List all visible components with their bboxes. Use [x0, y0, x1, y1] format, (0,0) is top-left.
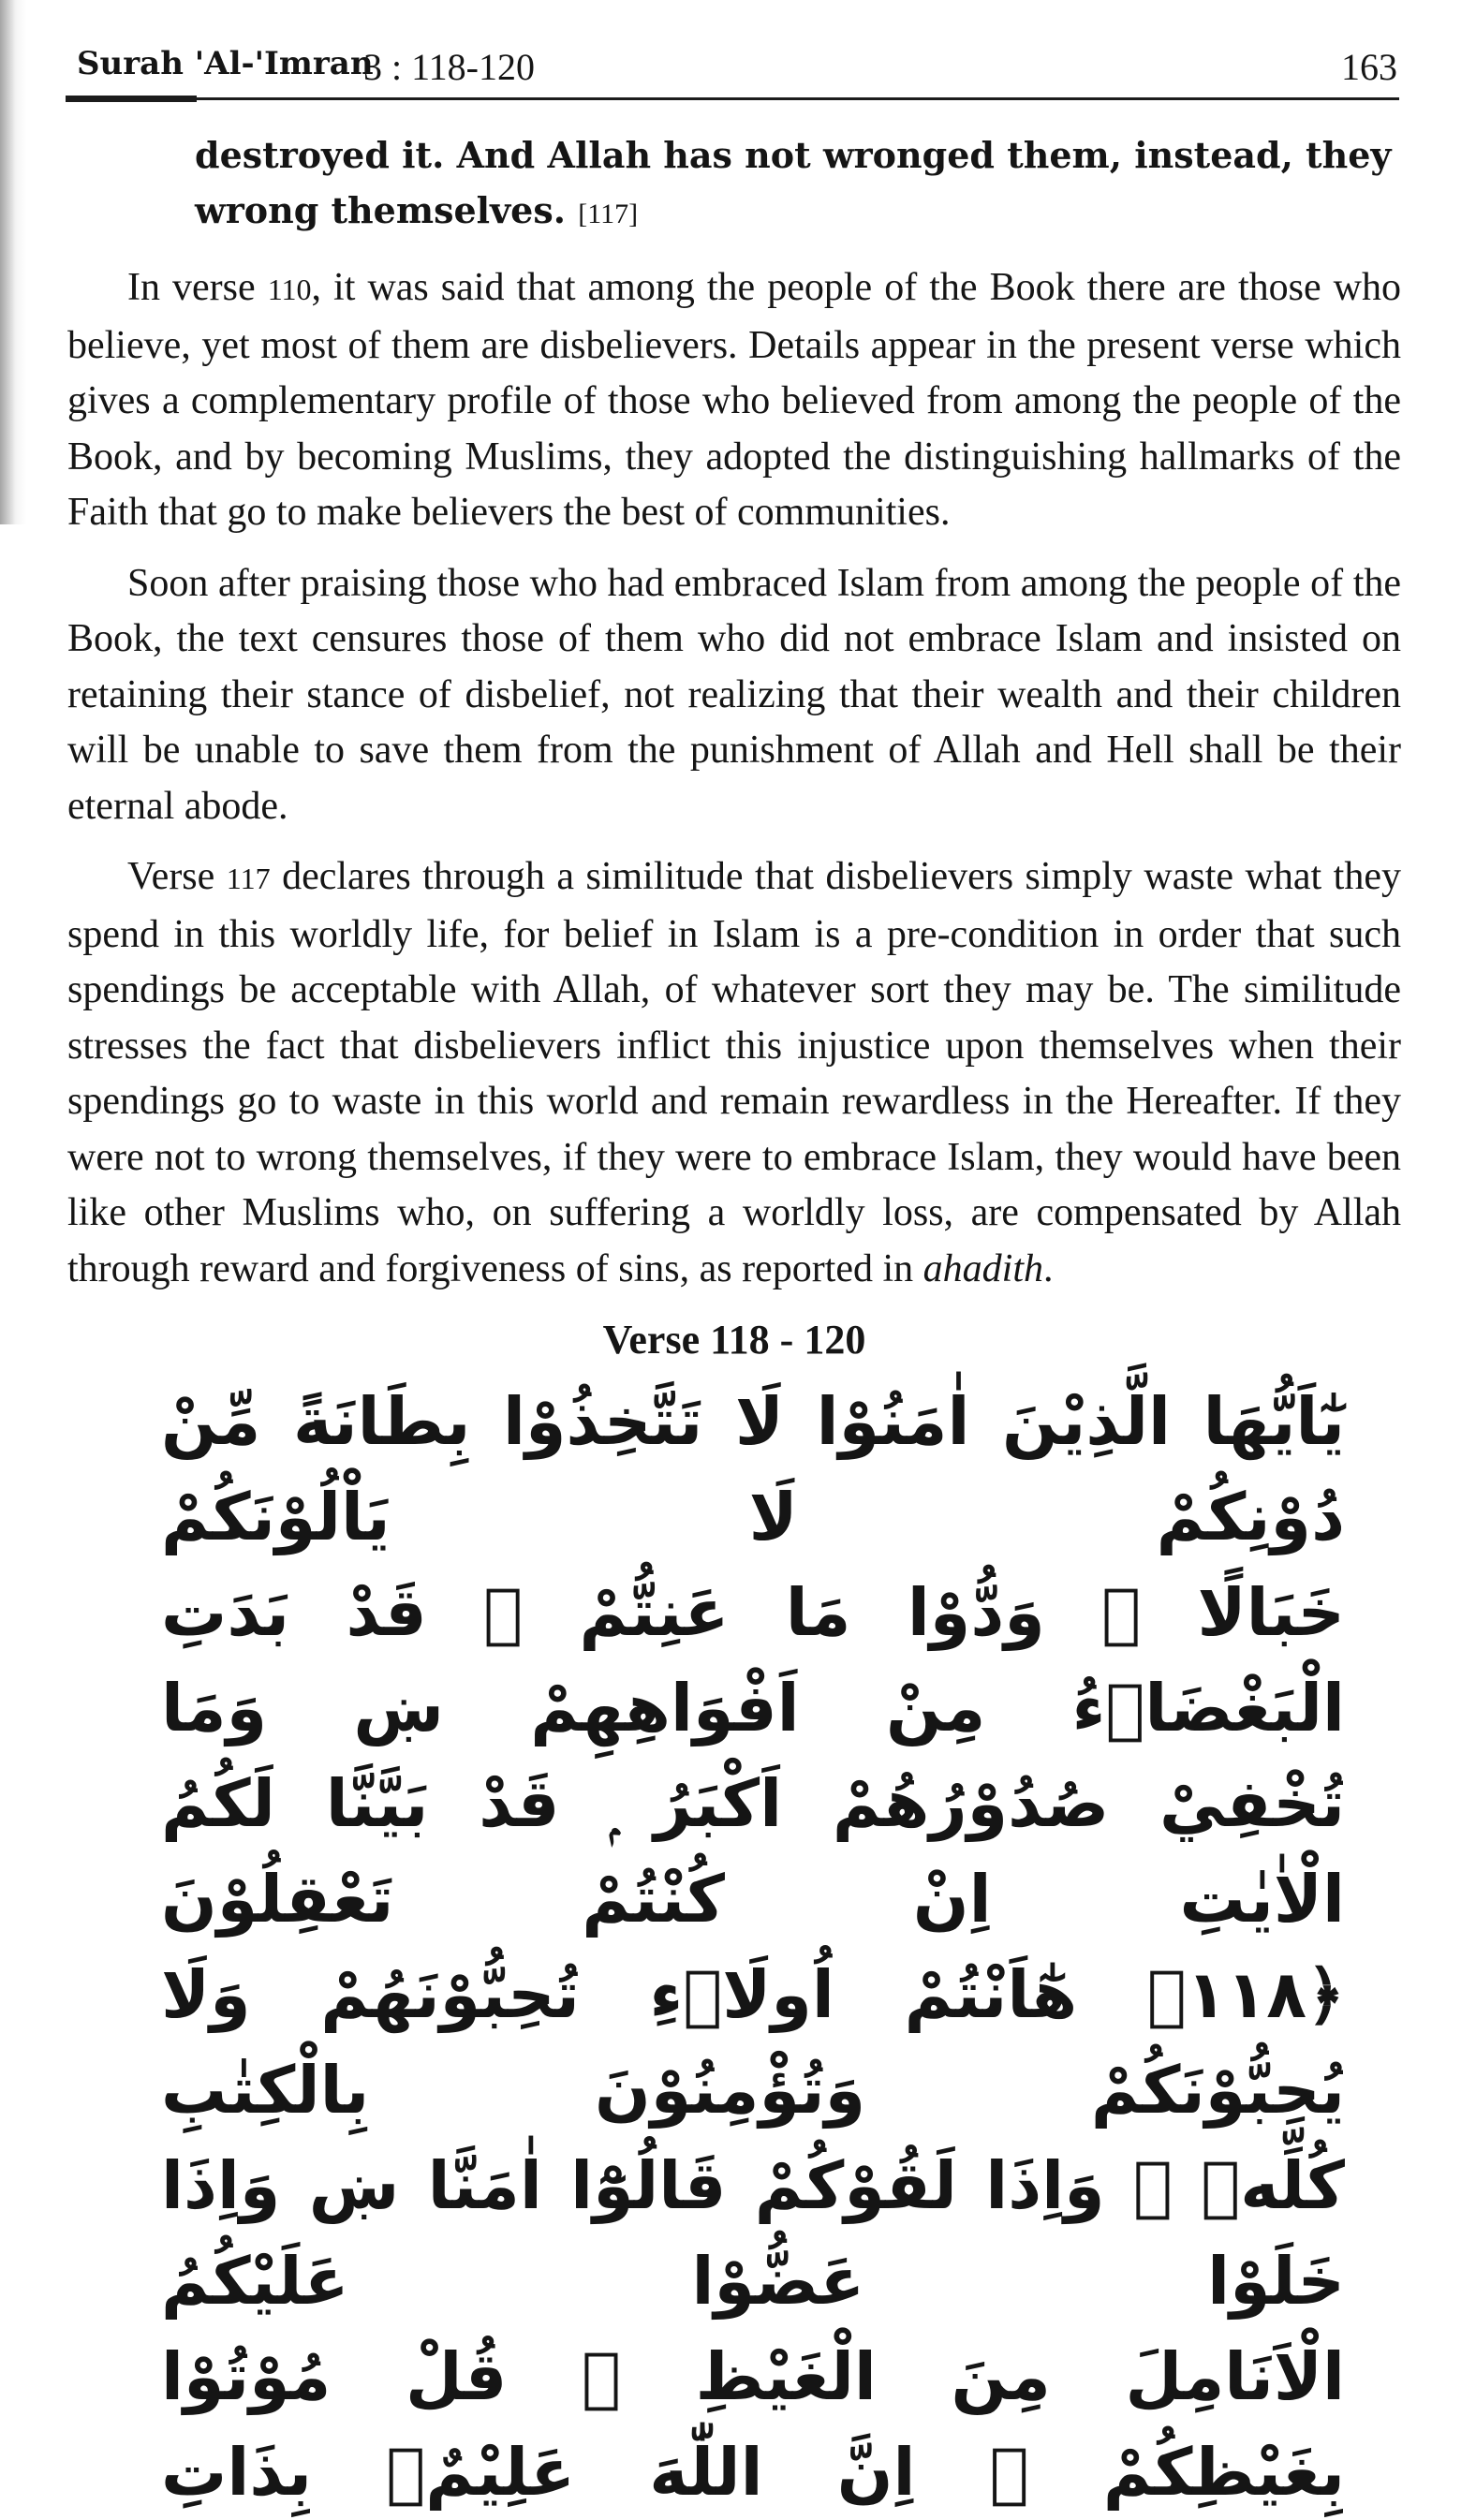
- paragraph-3-pre: Verse: [127, 855, 227, 898]
- arabic-line: كُلِّهٖ ۚ وَاِذَا لَقُوْكُمْ قَالُوْٓا اٰمَنَّا ښ وَاِذَا خَلَوْا عَضُّوْا عَلَيْكُمُ: [161, 2146, 1345, 2320]
- page-body: [67, 127, 1401, 2520]
- paragraph-3-end: .: [1043, 1246, 1054, 1290]
- verse-117-translation: [195, 127, 1401, 242]
- surah-title: Surah 'Al-'Imran: [77, 45, 374, 82]
- paragraph-1-pre: In verse: [127, 266, 268, 309]
- paragraph-3: [67, 849, 1401, 1297]
- arabic-line: ﴿١١٨﴾ ھٰٓاَنْتُمْ اُولَاۗءِ تُحِبُّوْنَھُمْ وَلَا يُحِبُّوْنَكُمْ وَتُؤْمِنُوْنَ بِالْكِتٰبِ: [161, 1955, 1345, 2129]
- section-heading: Verse 118 - 120: [602, 1317, 866, 1363]
- scan-shadow: [0, 0, 26, 524]
- paragraph-1: [67, 260, 1401, 541]
- header-rule: [73, 97, 1399, 100]
- arabic-line: يٰٓاَيُّهَا الَّذِيْنَ اٰمَنُوْا لَا تَتَّخِذُوْا بِطَانَةً مِّنْ دُوْنِكُمْ لَا يَاْلُوْنَكُمْ: [161, 1382, 1345, 1555]
- verse-ref-117: 117: [226, 862, 271, 895]
- arabic-line: تُخْفِيْ صُدُوْرُھُمْ اَكْبَرُ ۭ قَدْ بَيَّنَّا لَكُمُ الْاٰيٰتِ اِنْ كُنْتُمْ تَعْقِلُوْنَ: [161, 1764, 1345, 1938]
- paragraph-1-post: , it was said that among the people of the Book there are those who believe, yet most of them are disbelievers. Details appear in the present verse which gives a complementary profile of those who believed from among the people of the Book, and by becoming Muslims, they adopted the distinguishing hallmarks of the Faith that go to make believers the best of communities.: [67, 266, 1401, 534]
- verse-ref-110: 110: [267, 273, 312, 306]
- header-rule-accent: [66, 96, 197, 102]
- paragraph-3-post: declares through a similitude that disbelievers simply waste what they spend in this worldly life, for belief in Islam is a pre-condition in order that such spendings be acceptable with Allah, of whatever sort they may be. The similitude stresses the fact that disbelievers inflict this injustice upon themselves when their spendings go to waste in this world and remain rewardless in the Hereafter. If they were not to wrong themselves, if they were to embrace Islam, they would have been like other Muslims who, on suffering a worldly loss, are compensated by Allah through reward and forgiveness of sins, as reported in: [67, 855, 1401, 1290]
- verse-reference: 3 : 118-120: [363, 46, 535, 88]
- paragraph-2: Soon after praising those who had embraced Islam from among the people of the Book, the text censures those of them who did not embrace Islam and insisted on retaining their stance of disbelief, not realizing that their wealth and their children will be unable to save them from the punishment of Allah and Hell shall be their eternal abode.: [67, 561, 1401, 828]
- running-header: [77, 45, 1397, 101]
- verse-117-text: destroyed it. And Allah has not wronged them, instead, they wrong themselves.: [195, 134, 1392, 231]
- arabic-verses: [161, 1374, 1345, 2520]
- arabic-line: خَبَالًا ۭ وَدُّوْا مَا عَنِتُّمْ ۚ قَدْ بَدَتِ الْبَغْضَاۗءُ مِنْ اَفْوَاهِهِمْ ښ وَمَا: [161, 1573, 1345, 1746]
- verse-117-number: [117]: [578, 199, 639, 229]
- page-number: 163: [1341, 46, 1397, 88]
- italic-term: ahadith: [922, 1246, 1044, 1290]
- arabic-line: الْاَنَامِلَ مِنَ الْغَيْظِ ۭ قُلْ مُوْتُوْا بِغَيْظِكُمْ ۭ اِنَّ اللّٰهَ عَلِيْمٌۢ بِذَاتِ: [161, 2337, 1345, 2511]
